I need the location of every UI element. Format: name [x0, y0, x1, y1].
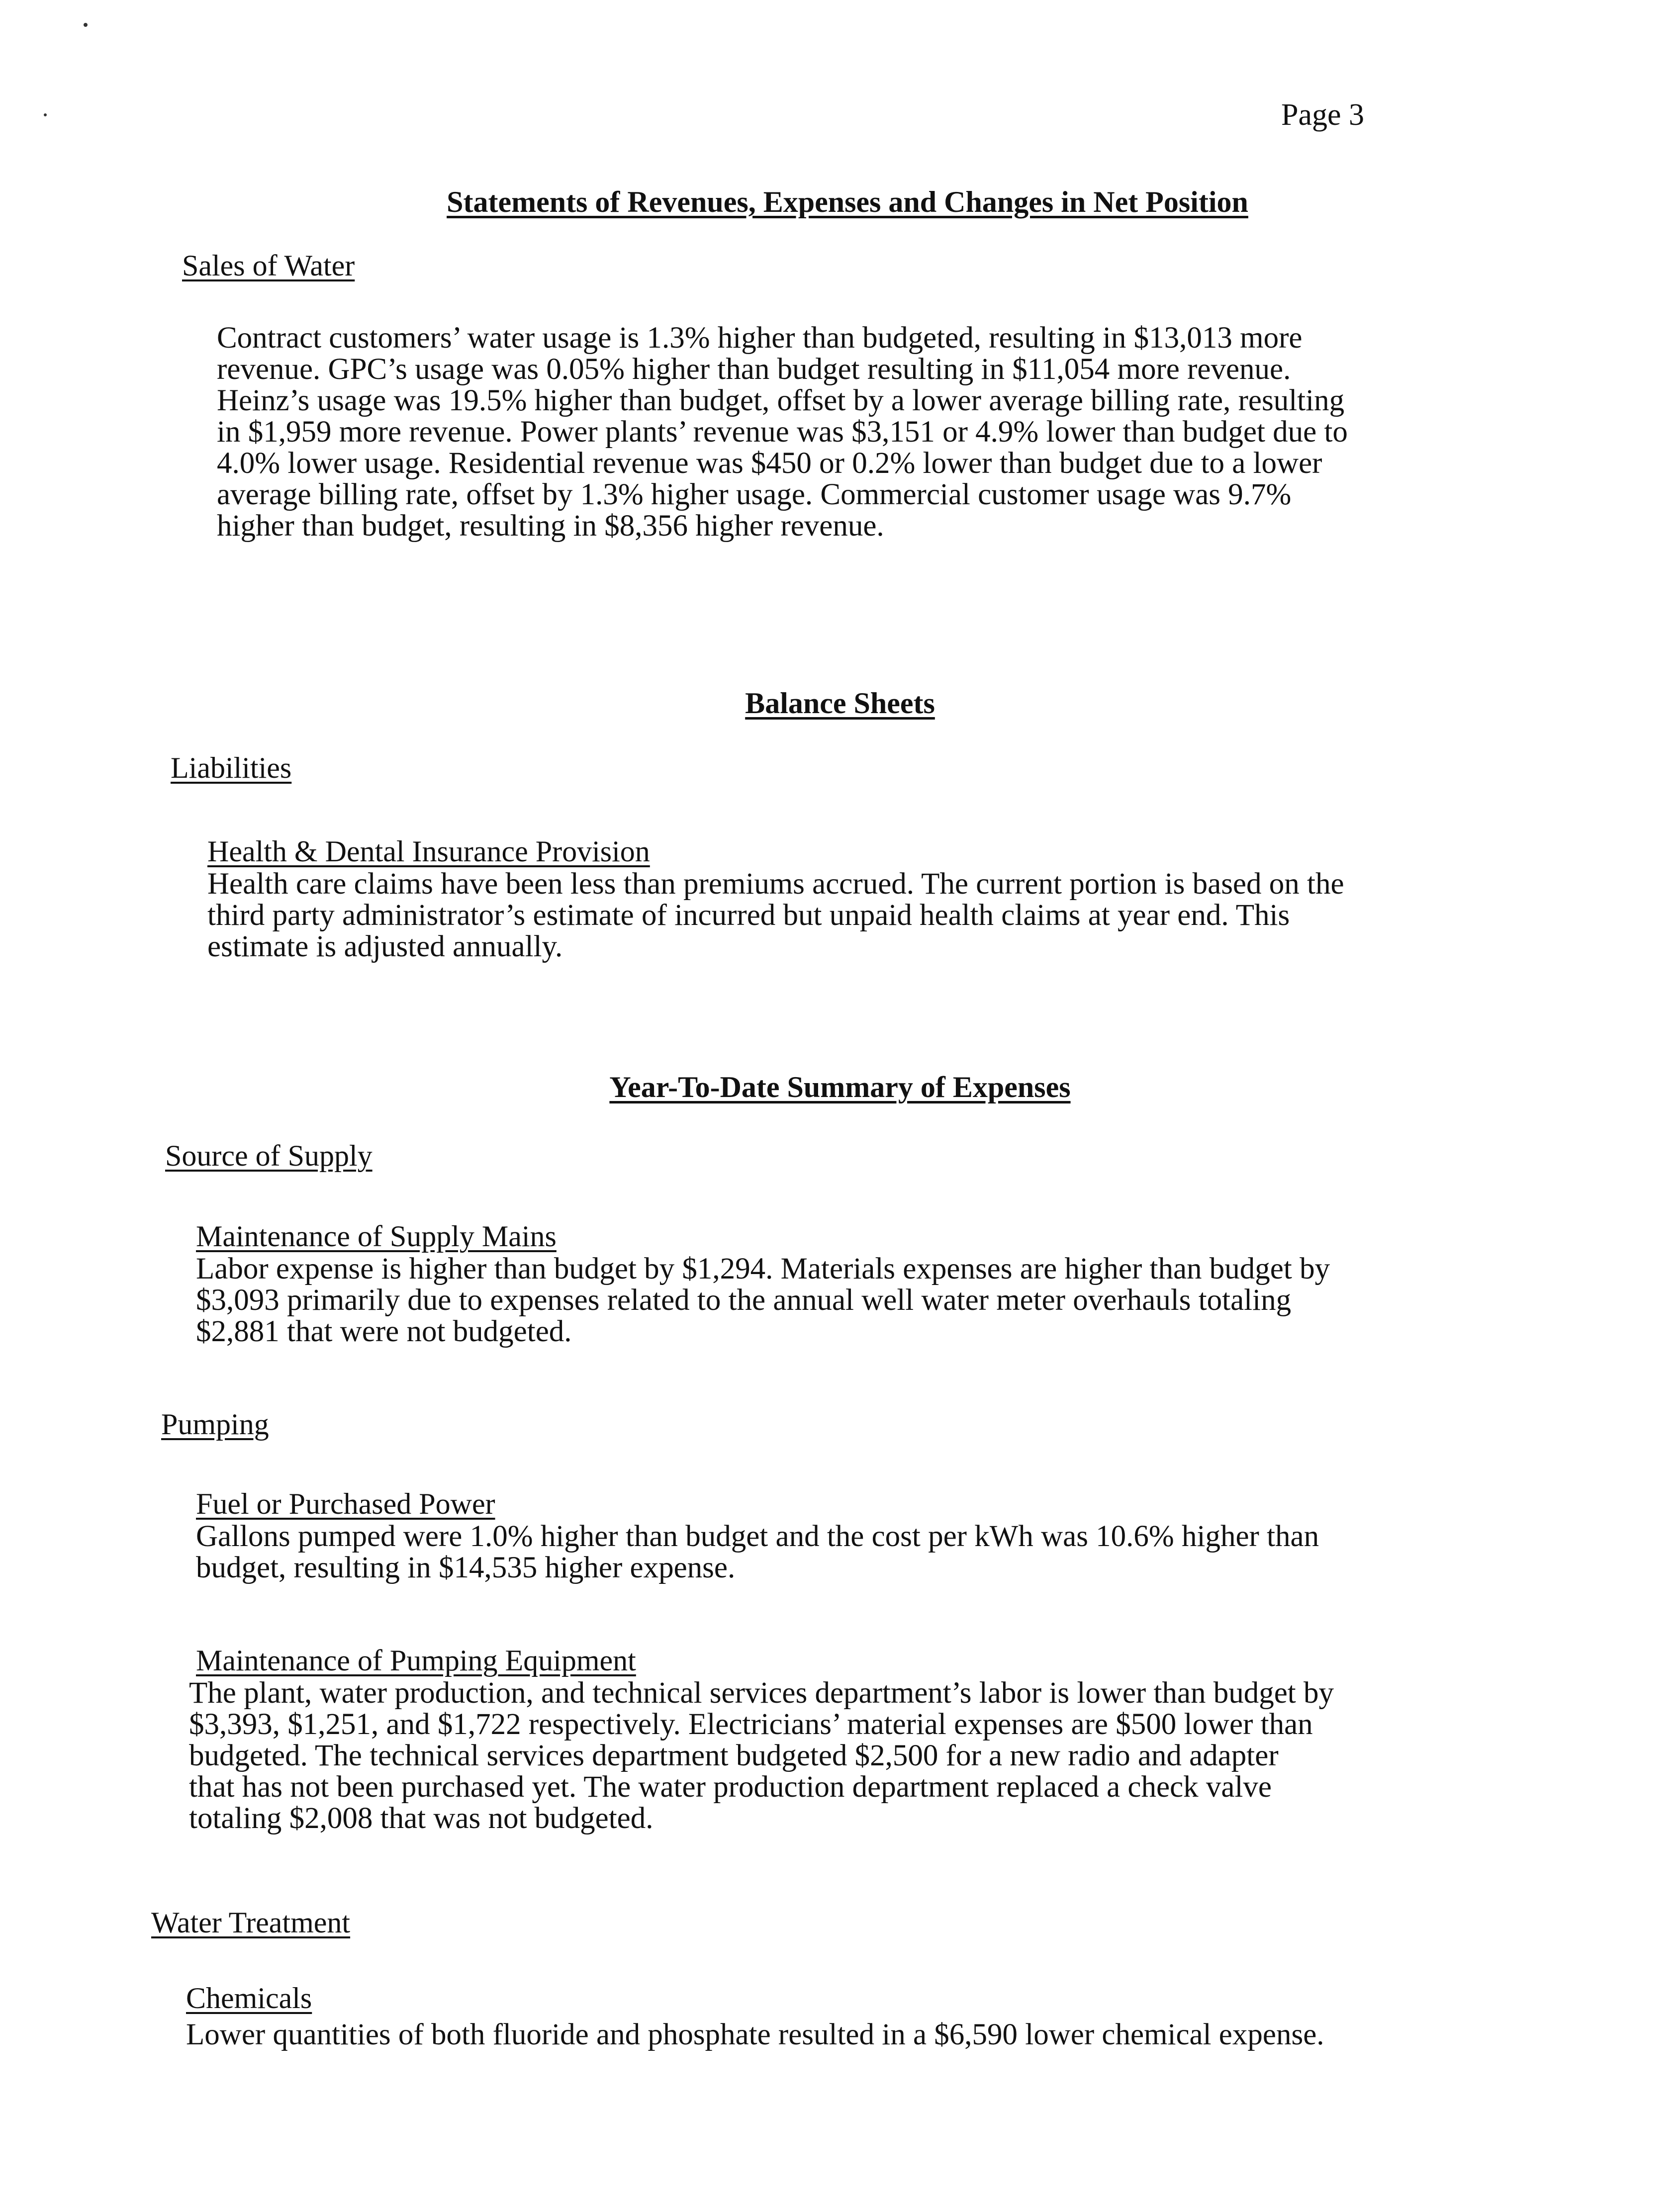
text-line: 4.0% lower usage. Residential revenue was $450 or 0.2% lower than budget due to a lower [217, 447, 1322, 480]
page-number: Page 3 [1281, 98, 1365, 132]
text-line: Health care claims have been less than premiums accrued. The current portion is based on the [207, 867, 1344, 901]
text-line: budgeted. The technical services department budgeted $2,500 for a new radio and adapter [189, 1739, 1279, 1772]
text-line: $3,393, $1,251, and $1,722 respectively. Electricians’ material expenses are $500 lower than [189, 1708, 1313, 1741]
heading-maintenance-pumping-equipment: Maintenance of Pumping Equipment [196, 1644, 636, 1677]
text-line: Gallons pumped were 1.0% higher than budget and the cost per kWh was 10.6% higher than [196, 1520, 1319, 1553]
text-line: totaling $2,008 that was not budgeted. [189, 1802, 653, 1835]
text-line: third party administrator’s estimate of incurred but unpaid health claims at year end. This [207, 899, 1290, 932]
text-line: estimate is adjusted annually. [207, 930, 563, 963]
paragraph-sales-of-water [217, 322, 1348, 542]
section-title-revenues: Statements of Revenues, Expenses and Changes in Net Position [447, 185, 1248, 218]
paragraph-supply-mains [196, 1253, 1330, 1347]
heading-liabilities: Liabilities [171, 751, 292, 784]
scan-speck [84, 23, 88, 27]
heading-sales-of-water: Sales of Water [182, 249, 355, 282]
text-line: higher than budget, resulting in $8,356 higher revenue. [217, 509, 884, 543]
text-line: average billing rate, offset by 1.3% higher usage. Commercial customer usage was 9.7% [217, 478, 1292, 511]
text-line: revenue. GPC’s usage was 0.05% higher than budget resulting in $11,054 more revenue. [217, 353, 1291, 386]
text-line: Heinz’s usage was 19.5% higher than budget, offset by a lower average billing rate, resulting [217, 384, 1345, 417]
heading-chemicals: Chemicals [186, 1982, 312, 2015]
heading-source-of-supply: Source of Supply [165, 1139, 373, 1172]
paragraph-pumping-equipment [189, 1677, 1334, 1834]
section-title-ytd-expenses: Year-To-Date Summary of Expenses [609, 1071, 1071, 1103]
scan-speck [44, 113, 47, 116]
text-line: budget, resulting in $14,535 higher expense. [196, 1551, 736, 1584]
heading-health-dental: Health & Dental Insurance Provision [207, 835, 650, 868]
heading-water-treatment: Water Treatment [151, 1906, 351, 1939]
paragraph-fuel [196, 1521, 1319, 1583]
heading-fuel-purchased-power: Fuel or Purchased Power [196, 1487, 495, 1520]
text-line: $3,093 primarily due to expenses related to the annual well water meter overhauls totaling [196, 1283, 1292, 1317]
section-title-balance-sheets: Balance Sheets [745, 687, 935, 720]
text-line: in $1,959 more revenue. Power plants’ revenue was $3,151 or 4.9% lower than budget due to [217, 415, 1348, 449]
text-line: that has not been purchased yet. The water production department replaced a check valve [189, 1770, 1272, 1804]
paragraph-health-dental [207, 868, 1344, 962]
heading-maintenance-supply-mains: Maintenance of Supply Mains [196, 1220, 557, 1253]
text-line: Labor expense is higher than budget by $1,294. Materials expenses are higher than budget by [196, 1252, 1330, 1285]
text-line: Lower quantities of both fluoride and phosphate resulted in a $6,590 lower chemical expense. [186, 2018, 1324, 2051]
text-line: The plant, water production, and technical services department’s labor is lower than budget by [189, 1676, 1334, 1710]
text-line: Contract customers’ water usage is 1.3% higher than budgeted, resulting in $13,013 more [217, 321, 1303, 355]
text-line: $2,881 that were not budgeted. [196, 1315, 572, 1348]
heading-pumping: Pumping [161, 1408, 269, 1441]
paragraph-chemicals [186, 2019, 1324, 2050]
